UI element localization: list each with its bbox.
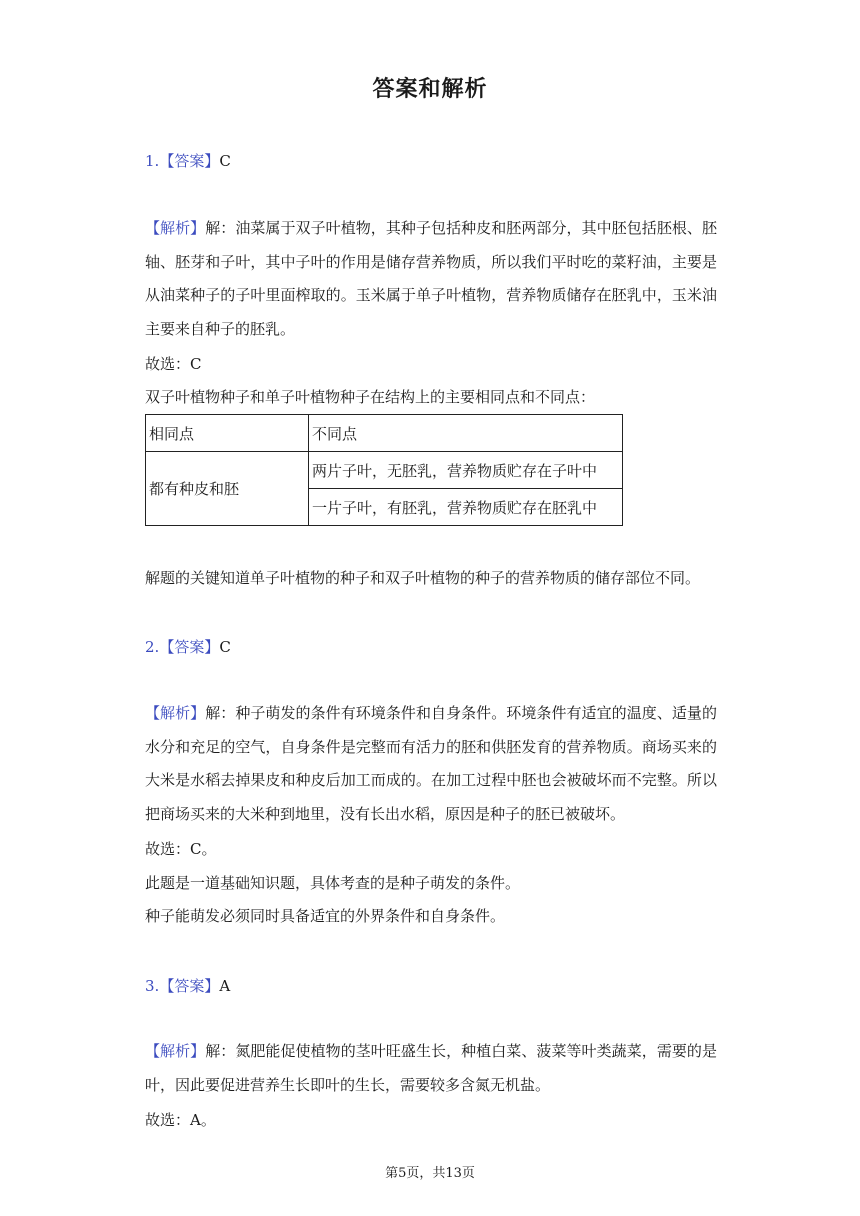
q2-number: 2. [145,638,160,656]
q2-note-1: 此题是一道基础知识题，具体考查的是种子萌发的条件。 [145,874,521,892]
q2-analysis-text: 解：种子萌发的条件有环境条件和自身条件。环境条件有适宜的温度、适量的水分和充足的空气，自身条件是完整而有活力的胚和供胚发育的营养物质。商场买来的大米是水稻去掉果皮和种皮后加工而成的。在加工过程中胚也会被破坏而不完整。所以把商场买来的大米种到地里，没有长出水稻，原因是种子的胚已被破坏。 [145,704,717,823]
q3-answer-tag: 【答案】 [159,977,220,995]
q3-answer-line [145,975,230,996]
q2-analysis-tag: 【解析】 [145,704,206,722]
q1-number: 1. [145,152,160,170]
table-cell-diff: 两片子叶，无胚乳，营养物质贮存在子叶中 [309,452,623,489]
q1-answer-line [145,150,231,171]
q2-answer: C [219,638,231,656]
q2-answer-line [145,636,231,657]
table-row [146,415,623,452]
q3-answer: A [219,977,231,995]
page-title: 答案和解析 [372,77,488,102]
q3-analysis [145,1035,717,1102]
table-header-cell: 不同点 [309,415,623,452]
q3-number: 3. [145,977,160,995]
page-footer: 第5页，共13页 [385,1166,475,1181]
q1-analysis-tag: 【解析】 [145,219,206,237]
comparison-table [145,414,623,526]
q3-analysis-tag: 【解析】 [145,1042,206,1060]
table-row [146,452,623,489]
q1-answer-tag: 【答案】 [159,152,220,170]
q1-analysis-text: 解：油菜属于双子叶植物，其种子包括种皮和胚两部分，其中胚包括胚根、胚轴、胚芽和子叶，其中子叶的作用是储存营养物质，所以我们平时吃的菜籽油，主要是从油菜种子的子叶里面榨取的。玉米属于单子叶植物，营养物质储存在胚乳中，玉米油主要来自种子的胚乳。 [145,219,717,338]
q2-answer-tag: 【答案】 [159,638,220,656]
table-header-cell: 相同点 [146,415,309,452]
table-cell-same: 都有种皮和胚 [146,452,309,526]
q1-table-intro: 双子叶植物种子和单子叶植物种子在结构上的主要相同点和不同点： [145,388,596,406]
table-cell-diff: 一片子叶，有胚乳，营养物质贮存在胚乳中 [309,489,623,526]
q1-note: 解题的关键知道单子叶植物的种子和双子叶植物的种子的营养物质的储存部位不同。 [145,569,701,587]
q1-analysis [145,212,717,346]
q3-analysis-text: 解：氮肥能促使植物的茎叶旺盛生长，种植白菜、菠菜等叶类蔬菜，需要的是叶，因此要促进营养生长即叶的生长，需要较多含氮无机盐。 [145,1042,717,1094]
q3-choice: 故选：A。 [145,1111,216,1129]
q1-answer: C [219,152,231,170]
q1-choice: 故选：C [145,355,202,373]
q2-note-2: 种子能萌发必须同时具备适宜的外界条件和自身条件。 [145,907,506,925]
q2-analysis [145,697,717,831]
q2-choice: 故选：C。 [145,840,217,858]
